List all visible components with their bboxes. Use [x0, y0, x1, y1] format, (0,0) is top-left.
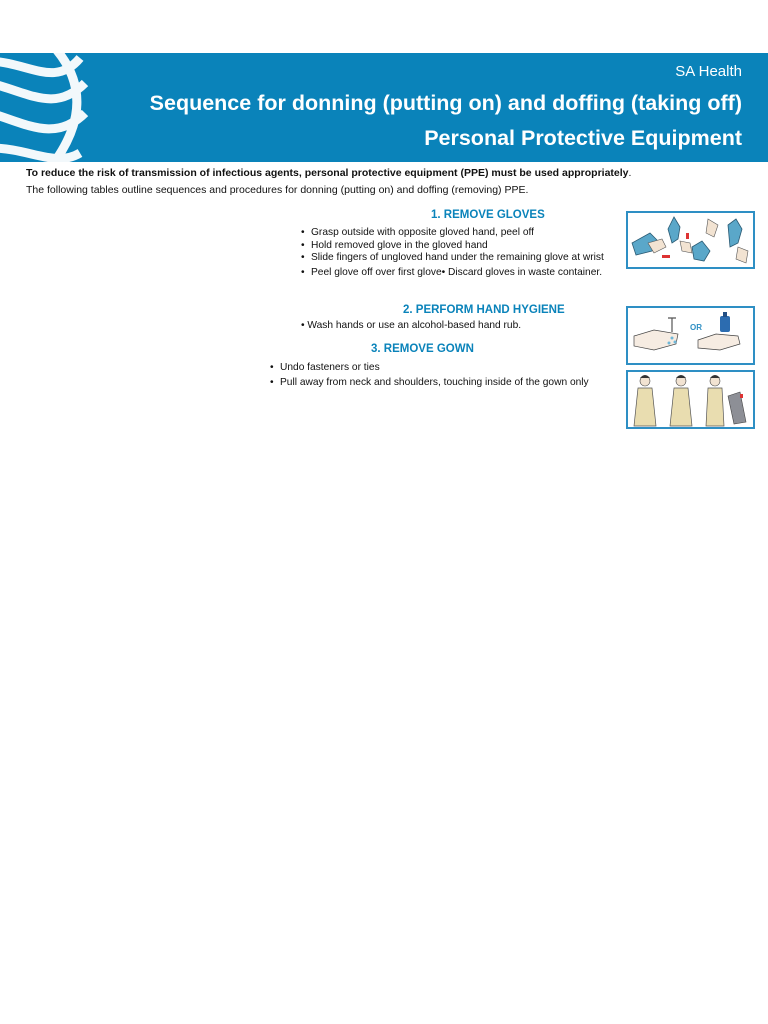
list-item: • Hold removed glove in the gloved hand [301, 239, 619, 252]
list-item: • Grasp outside with opposite gloved hand, peel off [301, 226, 619, 239]
hand-hygiene-illustration [626, 306, 755, 365]
list-item: • Undo fasteners or ties [270, 360, 620, 375]
list-item: • Peel glove off over first glove• Discard gloves in waste container. [301, 266, 619, 279]
section-heading-hand-hygiene: 2. PERFORM HAND HYGIENE [403, 304, 565, 316]
section-heading-remove-gown: 3. REMOVE GOWN [371, 343, 474, 355]
intro-bold: To reduce the risk of transmission of infectious agents, personal protective equipment (PPE) must be used appropriately [26, 167, 629, 179]
sa-health-logo [0, 53, 90, 162]
header-banner [0, 53, 768, 162]
gown-removal-illustration [626, 370, 755, 429]
hand-hygiene-text: • Wash hands or use an alcohol-based hand rub. [301, 320, 522, 331]
page-title-line1: Sequence for donning (putting on) and doffing (taking off) [149, 91, 742, 115]
or-label: OR [690, 323, 702, 332]
organization-name: SA Health [675, 63, 742, 80]
gloves-removal-illustration [626, 211, 755, 269]
section-heading-remove-gloves: 1. REMOVE GLOVES [431, 209, 545, 221]
page-title-line2: Personal Protective Equipment [424, 126, 742, 150]
intro-trailing: . [628, 167, 632, 179]
list-item: • Pull away from neck and shoulders, touching inside of the gown only [270, 375, 620, 390]
intro-body: The following tables outline sequences and procedures for donning (putting on) and doffing (removing) PPE. [26, 184, 529, 196]
remove-gown-list [270, 360, 620, 390]
intro-statement [26, 167, 631, 179]
list-item: • Slide fingers of ungloved hand under the remaining glove at wrist [301, 252, 619, 264]
remove-gloves-list [301, 226, 619, 279]
